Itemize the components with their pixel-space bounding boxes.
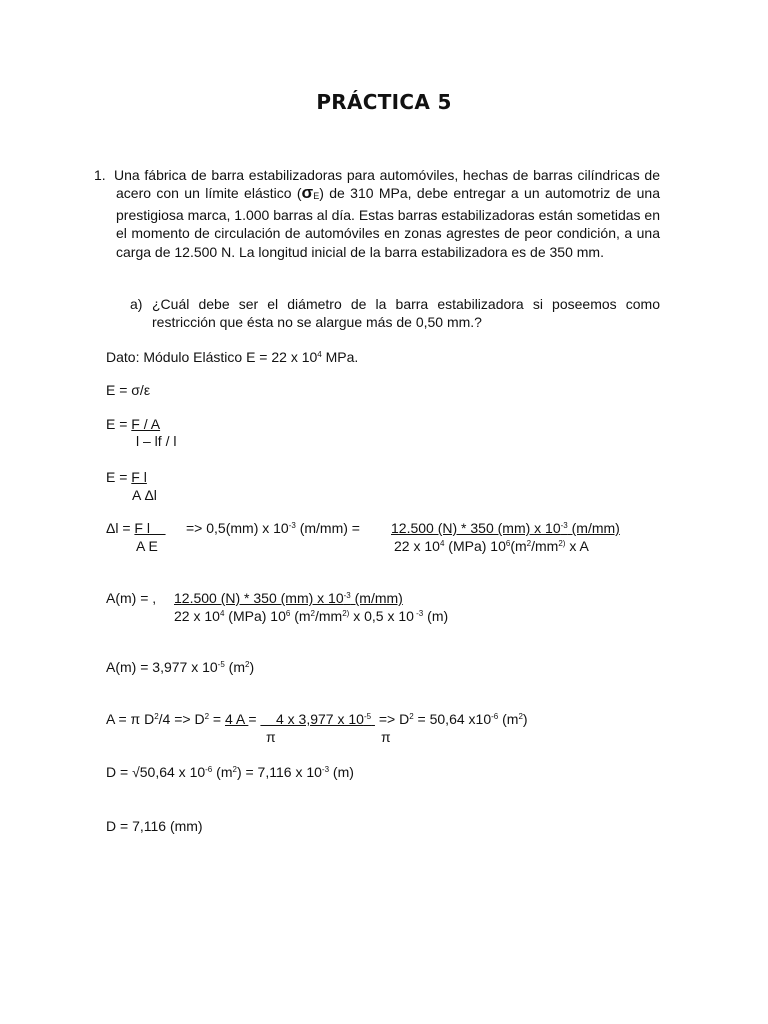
dato-line: Dato: Módulo Elástico E = 22 x $10^4$ MPa. [106,349,359,365]
problem-statement [94,166,660,261]
equation-6: A(m) = 3,977 x $10^{-5}$ $(m^2)$ [106,659,255,675]
question-letter: a) [130,296,143,312]
problem-number: 1. [94,167,106,183]
problem-text: Una fábrica de barra estabilizadoras para automóviles, hechas de barras cilíndricas de acero con un límite elástico (σE) de 310 MPa, debe entregar a un automotriz de una prestigiosa marca, 1.000 barras al día. Estas barras estabilizadoras están sometidas en el momento de circulación de automóviles en zonas agrestes de peor condición, a una carga de 12.500 N. La longitud inicial de la barra estabilizadora es de 350 mm. [114,167,660,260]
page-title: PRÁCTICA 5 [316,90,452,114]
question-text: ¿Cuál debe ser el diámetro de la barra estabilizadora si poseemos como restricción que ésta no se alargue más de 0,50 mm.? [152,296,660,331]
sigma-symbol: σ [301,183,314,203]
equation-8: D = √50,64 x $10^{-6}$ $(m^2) = 7,116$ x $10^{-3}$ (m) [106,764,354,780]
equation-9: D = 7,116 (mm) [106,818,203,834]
document-page: PRÁCTICA 5 1. Una fábrica de barra estabilizadoras para automóviles, hechas de barras cilíndricas de acero con un límite elástico (σE) de 310 MPa, debe entregar a un automotriz de una prestigiosa marca, 1.000 barras al día. Estas barras estabilizadoras están sometidas en el momento de circulación de automóviles en zonas agrestes de peor condición, a una carga de 12.500 N. La longitud inicial de la barra estabilizadora es de 350 mm. a) ¿Cuál debe ser el diámetro de la barra estabilizadora si poseemos como restricción que ésta no se alargue más de 0,50 mm.? Dato: Módulo Elástico E = 22 x $10^4$ MPa. E = σ/ε E = F / A l – lf / l E = F l A Δl Δl = F l A E => 0,5(mm) x $10^{-3}$ (m/mm) = 12.500 (N) * 350 (mm) x $10^{-3}$ (m/mm) 22 x $10^4$ (MPa) $10^6(m^2/mm^{2)}$ x A A(m) = , 12.500 (N) * 350 (mm) x $10^{-3}$ (m/mm) 22 x $10^4$ (MPa) $10^6$ ($m^2/mm^{2)}$ x 0,5 x 10 $^{-3}$ (m) A(m) = 3,977 x $10^{-5}$ $(m^2)$ A = π $D^2/4 => D^2 = 4$ A = 4 x 3,977 x $10^{-5} => D^2 = 50,64$ $x10^{-6}$ $(m^2)$ π π D = √50,64 x $10^{-6}$ $(m^2) = 7,116$ x $10^{-3}$ (m) D = 7,116 (mm) [0,0,768,1024]
question-a [130,295,660,332]
equation-1: E = σ/ε [106,382,151,398]
